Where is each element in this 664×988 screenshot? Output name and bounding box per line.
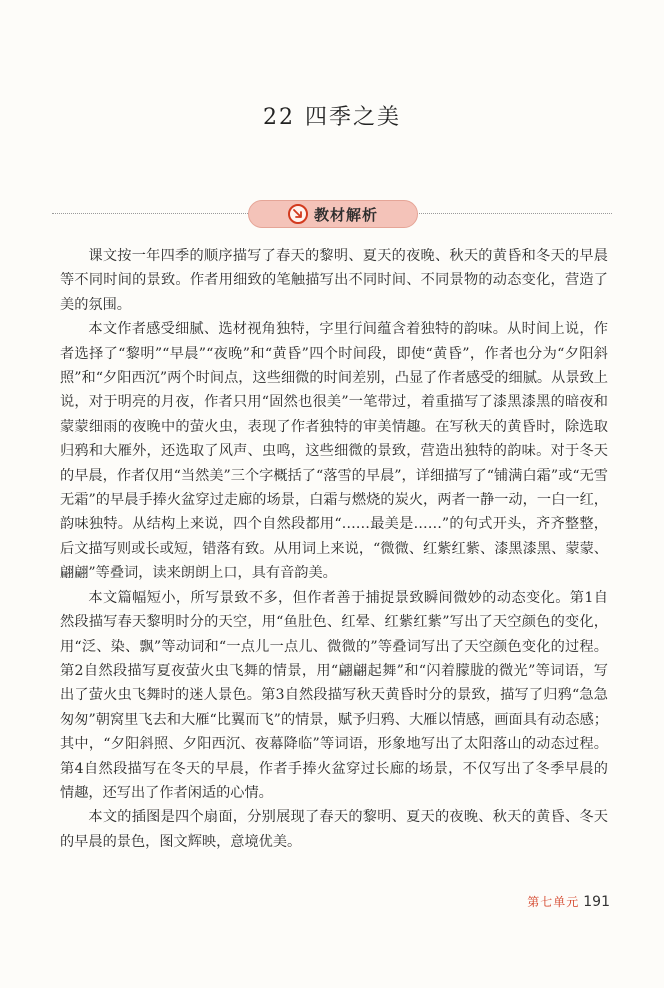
page-number: 191 [583, 894, 610, 910]
unit-label: 第七单元 [527, 895, 580, 909]
section-pill [248, 200, 418, 228]
section-label: 教材解析 [313, 205, 378, 224]
lesson-title-text: 四季之美 [304, 105, 401, 130]
lesson-title [0, 100, 664, 131]
paragraph: 本文的插图是四个扇面，分别展现了春天的黎明、夏天的夜晚、秋天的黄昏、冬天的早晨的景色，图文辉映，意境优美。 [60, 809, 608, 850]
paragraph: 本文篇幅短小，所写景致不多，但作者善于捕捉景致瞬间微妙的动态变化。第1自然段描写春天黎明时分的天空，用“鱼肚色、红晕、红紫红紫”写出了天空颜色的变化，用“泛、染、飘”等动词和“一点儿一点儿、微微的”等叠词写出了天空颜色变化的过程。第2自然段描写夏夜萤火虫飞舞的情景，用“翩翩起舞”和“闪着朦胧的微光”等词语，写出了萤火虫飞舞时的迷人景色。第3自然段描写秋天黄昏时分的景致，描写了归鸦“急急匆匆”朝窝里飞去和大雁“比翼而飞”的情景，赋予归鸦、大雁以情感，画面具有动态感；其中，“夕阳斜照、夕阳西沉、夜幕降临”等词语，形象地写出了太阳落山的动态过程。第4自然段描写在冬天的早晨，作者手捧火盆穿过长廊的场景，不仅写出了冬季早晨的情趣，还写出了作者闲适的心情。 [60, 589, 608, 801]
paragraph: 本文作者感受细腻、选材视角独特，字里行间蕴含着独特的韵味。从时间上说，作者选择了“黎明”“早晨”“夜晚”和“黄昏”四个时间段，即使“黄昏”，作者也分为“夕阳斜照”和“夕阳西沉”两个时间点，这些细微的时间差别，凸显了作者感受的细腻。从景致上说，对于明亮的月夜，作者只用“固然也很美”一笔带过，着重描写了漆黑漆黑的暗夜和蒙蒙细雨的夜晚中的萤火虫，表现了作者独特的审美情趣。在写秋天的黄昏时，除选取归鸦和大雁外，还选取了风声、虫鸣，这些细微的景致，营造出独特的韵味。对于冬天的早晨，作者仅用“当然美”三个字概括了“落雪的早晨”，详细描写了“铺满白霜”或“无雪无霜”的早晨手捧火盆穿过走廊的场景，白霜与燃烧的炭火，两者一静一动，一白一红，韵味独特。从结构上来说，四个自然段都用“……最美是……”的句式开头，齐齐整整，后文描写则或长或短，错落有致。从用词上来说，“微微、红紫红紫、漆黑漆黑、蒙蒙、翩翩”等叠词，读来朗朗上口，具有音韵美。 [60, 321, 608, 582]
analysis-body [60, 244, 608, 854]
section-header [52, 200, 612, 228]
page-footer [520, 891, 610, 910]
lesson-number: 22 [262, 105, 295, 130]
arrow-down-right-circle-icon [288, 204, 308, 224]
paragraph: 课文按一年四季的顺序描写了春天的黎明、夏天的夜晚、秋天的黄昏和冬天的早晨等不同时间的景致。作者用细致的笔触描写出不同时间、不同景物的动态变化，营造了美的氛围。 [60, 248, 608, 313]
